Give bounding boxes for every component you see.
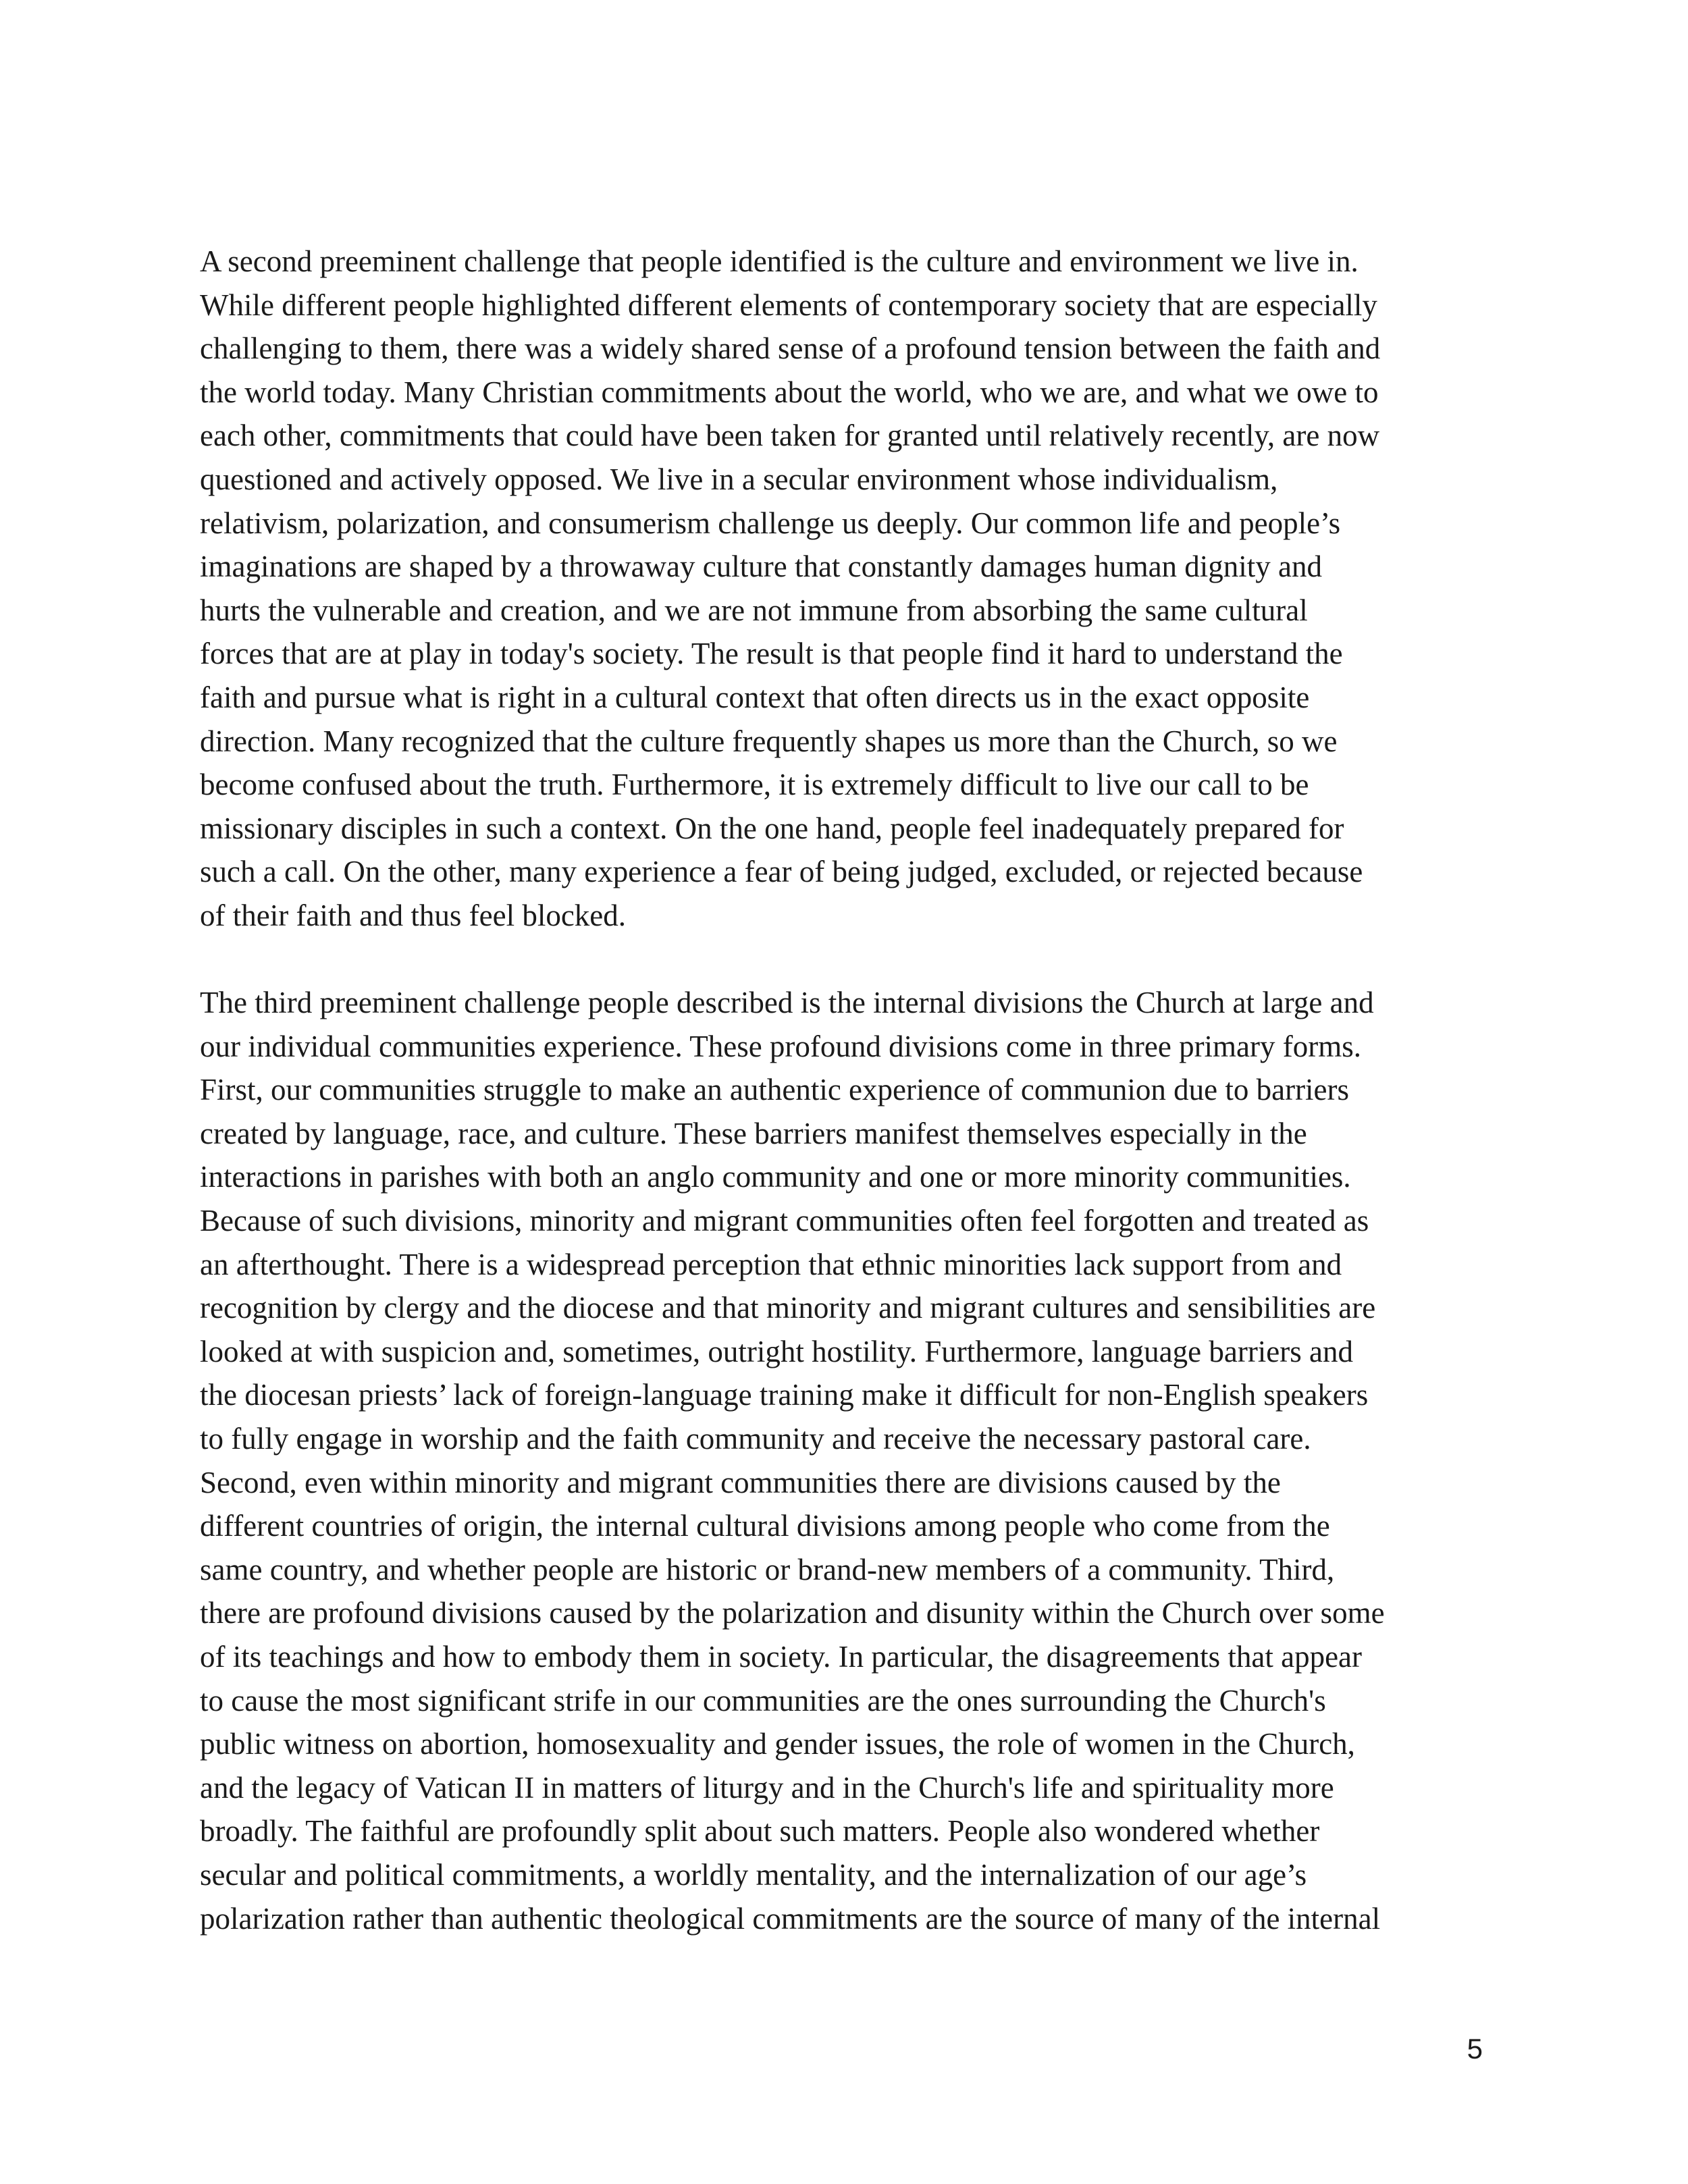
text-line: While different people highlighted different elements of contemporary society that are especially (200, 288, 1377, 322)
text-line: to fully engage in worship and the faith community and receive the necessary pastoral care. (200, 1422, 1311, 1456)
text-line: there are profound divisions caused by the polarization and disunity within the Church over some (200, 1596, 1385, 1630)
text-line: broadly. The faithful are profoundly split about such matters. People also wondered whether (200, 1814, 1320, 1848)
paragraph-gap (200, 938, 1510, 982)
text-line: each other, commitments that could have been taken for granted until relatively recently, are now (200, 419, 1380, 453)
text-line: A second preeminent challenge that people identified is the culture and environment we live in. (200, 244, 1359, 278)
text-line: and the legacy of Vatican II in matters of liturgy and in the Church's life and spirituality more (200, 1770, 1334, 1805)
text-line: secular and political commitments, a worldly mentality, and the internalization of our age’s (200, 1857, 1307, 1892)
document-body (200, 240, 1510, 1940)
text-line: questioned and actively opposed. We live in a secular environment whose individualism, (200, 462, 1278, 496)
text-line: The third preeminent challenge people described is the internal divisions the Church at large and (200, 986, 1374, 1020)
text-line: our individual communities experience. These profound divisions come in three primary forms. (200, 1029, 1361, 1063)
text-line: of their faith and thus feel blocked. (200, 898, 627, 932)
text-line: direction. Many recognized that the culture frequently shapes us more than the Church, so we (200, 724, 1338, 758)
text-line: public witness on abortion, homosexuality and gender issues, the role of women in the Church, (200, 1727, 1355, 1761)
text-line: same country, and whether people are historic or brand-new members of a community. Third, (200, 1552, 1335, 1587)
text-line: interactions in parishes with both an anglo community and one or more minority communities. (200, 1160, 1351, 1194)
text-line: forces that are at play in today's society. The result is that people find it hard to understand the (200, 637, 1343, 671)
text-line: recognition by clergy and the diocese and that minority and migrant cultures and sensibilities are (200, 1291, 1376, 1325)
text-line: the diocesan priests’ lack of foreign-language training make it difficult for non-English speakers (200, 1378, 1369, 1412)
text-line: missionary disciples in such a context. On the one hand, people feel inadequately prepared for (200, 811, 1344, 845)
text-line: become confused about the truth. Furthermore, it is extremely difficult to live our call to be (200, 768, 1309, 802)
text-line: different countries of origin, the internal cultural divisions among people who come from the (200, 1509, 1330, 1543)
paragraph-1 (200, 240, 1510, 938)
text-line: to cause the most significant strife in our communities are the ones surrounding the Church's (200, 1683, 1326, 1717)
text-line: Because of such divisions, minority and migrant communities often feel forgotten and treated as (200, 1204, 1369, 1238)
text-line: relativism, polarization, and consumerism challenge us deeply. Our common life and people’s (200, 506, 1341, 540)
text-line: First, our communities struggle to make an authentic experience of communion due to barriers (200, 1073, 1350, 1107)
page-number: 5 (1467, 2033, 1483, 2065)
paragraph-2 (200, 981, 1510, 1940)
text-line: looked at with suspicion and, sometimes, outright hostility. Furthermore, language barriers and (200, 1334, 1354, 1368)
text-line: challenging to them, there was a widely shared sense of a profound tension between the faith and (200, 331, 1381, 366)
text-line: imaginations are shaped by a throwaway culture that constantly damages human dignity and (200, 550, 1323, 584)
text-line: Second, even within minority and migrant communities there are divisions caused by the (200, 1465, 1281, 1499)
text-line: polarization rather than authentic theological commitments are the source of many of the internal (200, 1901, 1381, 1936)
text-line: faith and pursue what is right in a cultural context that often directs us in the exact opposite (200, 680, 1310, 714)
text-line: such a call. On the other, many experience a fear of being judged, excluded, or rejected because (200, 855, 1363, 889)
text-line: an afterthought. There is a widespread perception that ethnic minorities lack support from and (200, 1247, 1342, 1281)
text-line: of its teachings and how to embody them in society. In particular, the disagreements that appear (200, 1640, 1363, 1674)
text-line: created by language, race, and culture. These barriers manifest themselves especially in the (200, 1116, 1307, 1150)
text-line: the world today. Many Christian commitments about the world, who we are, and what we owe to (200, 375, 1379, 409)
text-line: hurts the vulnerable and creation, and we are not immune from absorbing the same cultural (200, 593, 1308, 627)
